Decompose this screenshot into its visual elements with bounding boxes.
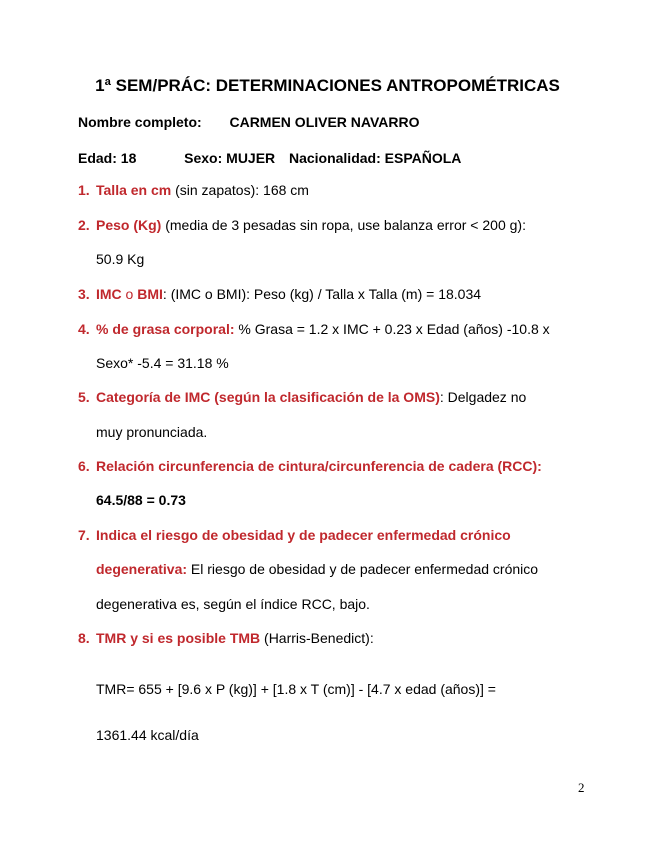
age-value: 18: [120, 150, 137, 166]
item-8-text: (Harris-Benedict):: [260, 630, 374, 646]
item-3-label-bmi: BMI: [137, 286, 163, 302]
nationality-label: Nacionalidad:: [288, 150, 381, 166]
age-label: Edad:: [78, 150, 117, 166]
item-4-label: % de grasa corporal:: [96, 321, 235, 337]
nationality-value: ESPAÑOLA: [384, 150, 462, 166]
item-number-5: 5.: [78, 389, 90, 405]
item-6-result: 64.5/88 = 0.73: [96, 492, 186, 508]
details-row: [78, 150, 461, 166]
item-5: [96, 389, 526, 405]
item-3-text: : (IMC o BMI): Peso (kg) / Talla x Talla (m) = 18.034: [162, 286, 482, 302]
tmr-formula: TMR= 655 + [9.6 x P (kg)] + [1.8 x T (cm)] - [4.7 x edad (años)] =: [96, 681, 496, 697]
item-number-7: 7.: [78, 527, 90, 543]
name-label: Nombre completo:: [78, 114, 202, 130]
item-number-8: 8.: [78, 630, 90, 646]
page-number: 2: [578, 780, 585, 795]
item-4-text: % Grasa = 1.2 x IMC + 0.23 x Edad (años) -10.8 x: [234, 321, 550, 337]
item-7-continuation: degenerativa es, según el índice RCC, bajo.: [96, 596, 370, 612]
item-3: [96, 286, 481, 302]
item-2-continuation: 50.9 Kg: [96, 251, 145, 267]
item-number-6: 6.: [78, 458, 90, 474]
name-row: [78, 114, 420, 130]
item-5-label: Categoría de IMC (según la clasificación de la OMS): [96, 389, 440, 405]
item-number-4: 4.: [78, 321, 90, 337]
item-4-continuation: Sexo* -5.4 = 31.18 %: [96, 355, 229, 371]
item-3-connector: o: [121, 286, 138, 302]
item-2-label: Peso (Kg): [96, 217, 162, 233]
item-1: [96, 182, 309, 198]
item-number-2: 2.: [78, 217, 90, 233]
item-4: [96, 321, 550, 337]
item-6-label: Relación circunferencia de cintura/circunferencia de cadera (RCC):: [96, 458, 542, 474]
item-7-label: Indica el riesgo de obesidad y de padecer enfermedad crónico: [96, 527, 511, 543]
item-1-label: Talla en cm: [96, 182, 172, 198]
document-title: 1ª SEM/PRÁC: DETERMINACIONES ANTROPOMÉTRICAS: [95, 76, 560, 95]
item-2: [96, 217, 526, 233]
item-7-label-continuation: degenerativa:: [96, 561, 188, 577]
sex-label: Sexo:: [184, 150, 223, 166]
item-8: [96, 630, 374, 646]
item-number-3: 3.: [78, 286, 90, 302]
item-5-continuation: muy pronunciada.: [96, 424, 208, 440]
item-7-line-2: [96, 561, 538, 577]
sex-value: MUJER: [226, 150, 276, 166]
item-5-text: : Delgadez no: [439, 389, 527, 405]
item-3-label-imc: IMC: [96, 286, 122, 302]
item-2-text: (media de 3 pesadas sin ropa, use balanza error < 200 g):: [161, 217, 526, 233]
tmr-result: 1361.44 kcal/día: [96, 727, 199, 743]
name-value: CARMEN OLIVER NAVARRO: [229, 114, 420, 130]
item-number-1: 1.: [78, 182, 90, 198]
item-1-text: (sin zapatos): 168 cm: [171, 182, 309, 198]
item-8-label: TMR y si es posible TMB: [96, 630, 261, 646]
item-7-text: El riesgo de obesidad y de padecer enfermedad crónico: [187, 561, 539, 577]
